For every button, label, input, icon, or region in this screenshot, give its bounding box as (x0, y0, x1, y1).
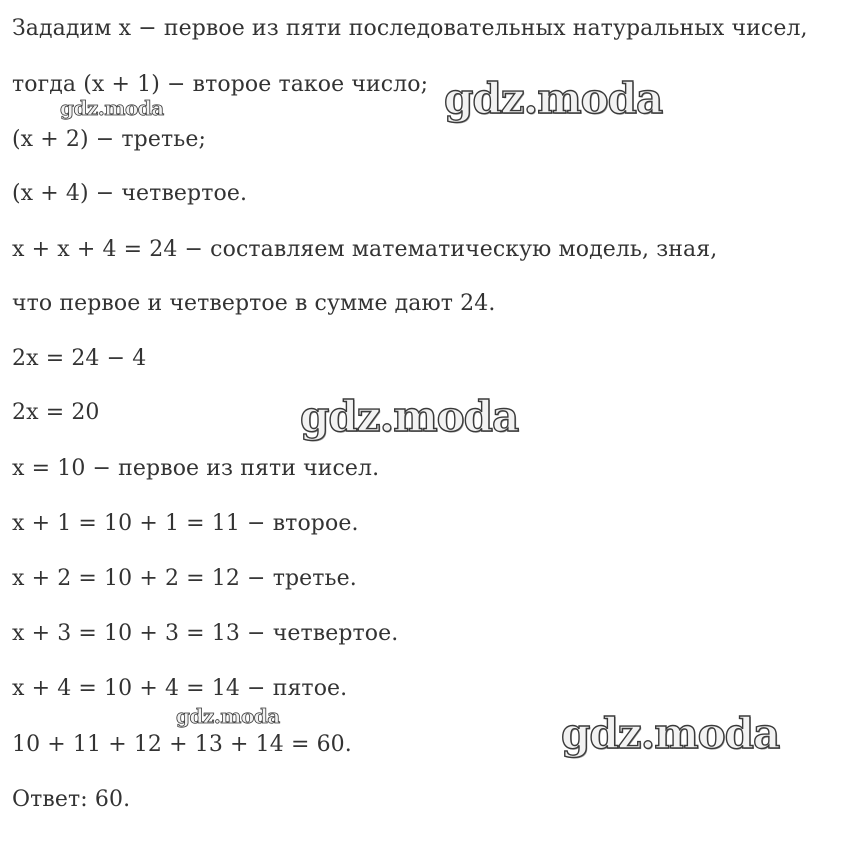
solution-line-14: 10 + 11 + 12 + 13 + 14 = 60. (12, 732, 352, 757)
solution-line-1: Зададим x − первое из пяти последовательных натуральных чисел, (12, 16, 808, 41)
solution-line-10: x + 1 = 10 + 1 = 11 − второе. (12, 511, 359, 536)
solution-line-3: (x + 2) − третье; (12, 127, 206, 152)
answer-line: Ответ: 60. (12, 787, 131, 812)
solution-line-11: x + 2 = 10 + 2 = 12 − третье. (12, 566, 357, 591)
solution-line-5: x + x + 4 = 24 − составляем математическую модель, зная, (12, 237, 718, 262)
watermark-logo: gdz.moda (176, 704, 280, 728)
solution-line-13: x + 4 = 10 + 4 = 14 − пятое. (12, 676, 348, 701)
watermark-logo: gdz.moda (300, 392, 519, 441)
solution-line-2: тогда (x + 1) − второе такое число; (12, 72, 429, 97)
solution-line-7: 2x = 24 − 4 (12, 346, 147, 371)
watermark-logo: gdz.moda (444, 74, 663, 123)
watermark-logo: gdz.moda (561, 709, 780, 758)
watermark-logo: gdz.moda (60, 96, 164, 120)
solution-line-6: что первое и четвертое в сумме дают 24. (12, 291, 496, 316)
solution-line-8: 2x = 20 (12, 400, 100, 425)
solution-line-9: x = 10 − первое из пяти чисел. (12, 456, 380, 481)
solution-line-12: x + 3 = 10 + 3 = 13 − четвертое. (12, 621, 399, 646)
solution-line-4: (x + 4) − четвертое. (12, 181, 248, 206)
